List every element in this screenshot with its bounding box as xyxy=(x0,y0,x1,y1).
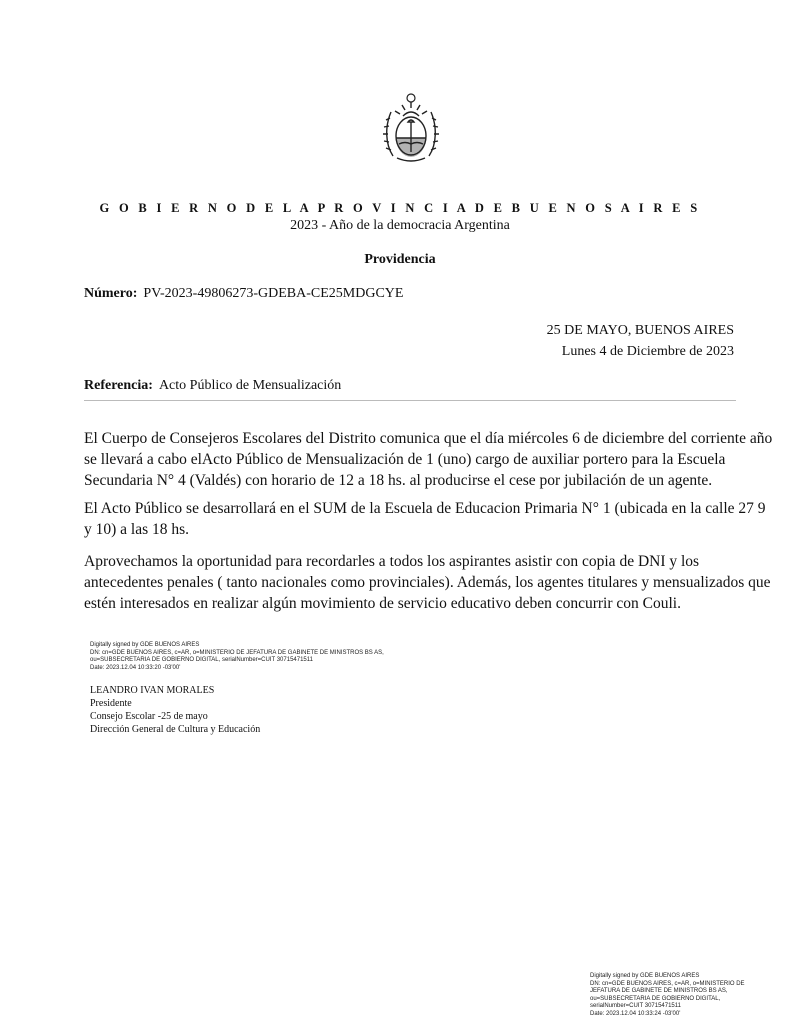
signer-office: Consejo Escolar -25 de mayo xyxy=(90,711,208,722)
date-line: Lunes 4 de Diciembre de 2023 xyxy=(561,344,734,359)
signature-2-line: serialNumber=CUIT 30715471511 xyxy=(590,1003,681,1009)
digital-signature-block-1 xyxy=(90,642,430,672)
signature-1-line: ou=SUBSECRETARIA DE GOBIERNO DIGITAL, serialNumber=CUIT 30715471511 xyxy=(90,657,313,663)
signature-2-line: JEFATURA DE GABINETE DE MINISTROS BS AS, xyxy=(590,988,728,994)
document-number-value: PV-2023-49806273-GDEBA-CE25MDGCYE xyxy=(143,286,404,301)
signature-1-line: Digitally signed by GDE BUENOS AIRES xyxy=(90,642,200,648)
signature-1-line: DN: cn=GDE BUENOS AIRES, c=AR, o=MINISTERIO DE JEFATURA DE GABINETE DE MINISTROS BS AS, xyxy=(90,649,384,656)
reference-value: Acto Público de Mensualización xyxy=(158,378,342,393)
place-line: 25 DE MAYO, BUENOS AIRES xyxy=(546,323,734,338)
reference-label: Referencia: xyxy=(84,378,153,393)
signature-1-line: Date: 2023.12.04 10:33:20 -03'00' xyxy=(90,664,181,671)
signer-block xyxy=(90,684,260,736)
signature-2-line: Digitally signed by GDE BUENOS AIRES xyxy=(590,973,700,979)
reference-line xyxy=(84,378,341,394)
signature-2-line: ou=SUBSECRETARIA DE GOBIERNO DIGITAL, xyxy=(590,995,721,1002)
body-paragraph-1: El Cuerpo de Consejeros Escolares del Distrito comunica que el día miércoles 6 de diciembre del corriente año se llevará a cabo elActo Público de Mensualización de 1 (uno) cargo de auxiliar portero para la Escuela Secundaria N° 4 (Valdés) con horario de 12 a 18 hs. al producirse el cese por jubilación de un agente. xyxy=(84,430,773,489)
divider xyxy=(84,400,736,401)
signature-2-line: Date: 2023.12.04 10:33:24 -03'00' xyxy=(590,1010,681,1017)
signer-role: Presidente xyxy=(90,698,132,709)
signer-department: Dirección General de Cultura y Educación xyxy=(90,724,261,735)
signature-2-line: DN: cn=GDE BUENOS AIRES, c=AR, o=MINISTERIO DE xyxy=(590,980,745,987)
document-number-label: Número: xyxy=(84,286,138,301)
coat-of-arms-seal xyxy=(383,86,439,168)
signer-name: LEANDRO IVAN MORALES xyxy=(90,685,215,696)
document-type-title: Providencia xyxy=(364,252,436,267)
document-number xyxy=(84,286,403,302)
body-paragraph-2: El Acto Público se desarrollará en el SUM de la Escuela de Educacion Primaria N° 1 (ubicada en la calle 27 9 y 10) a las 18 hs. xyxy=(84,500,766,538)
body-paragraph-3: Aprovechamos la oportunidad para recordarles a todos los aspirantes asistir con copia de DNI y los antecedentes penales ( tanto nacionales como provinciales). Además, los agentes titulares y mensualizados que estén interesados en realizar algún movimiento de servicio educativo deben concurrir con Couli. xyxy=(84,553,771,612)
year-motto: 2023 - Año de la democracia Argentina xyxy=(290,218,510,233)
digital-signature-block-2 xyxy=(590,973,770,1018)
government-title: G O B I E R N O D E L A P R O V I N C I A D E B U E N O S A I R E S xyxy=(99,201,701,215)
